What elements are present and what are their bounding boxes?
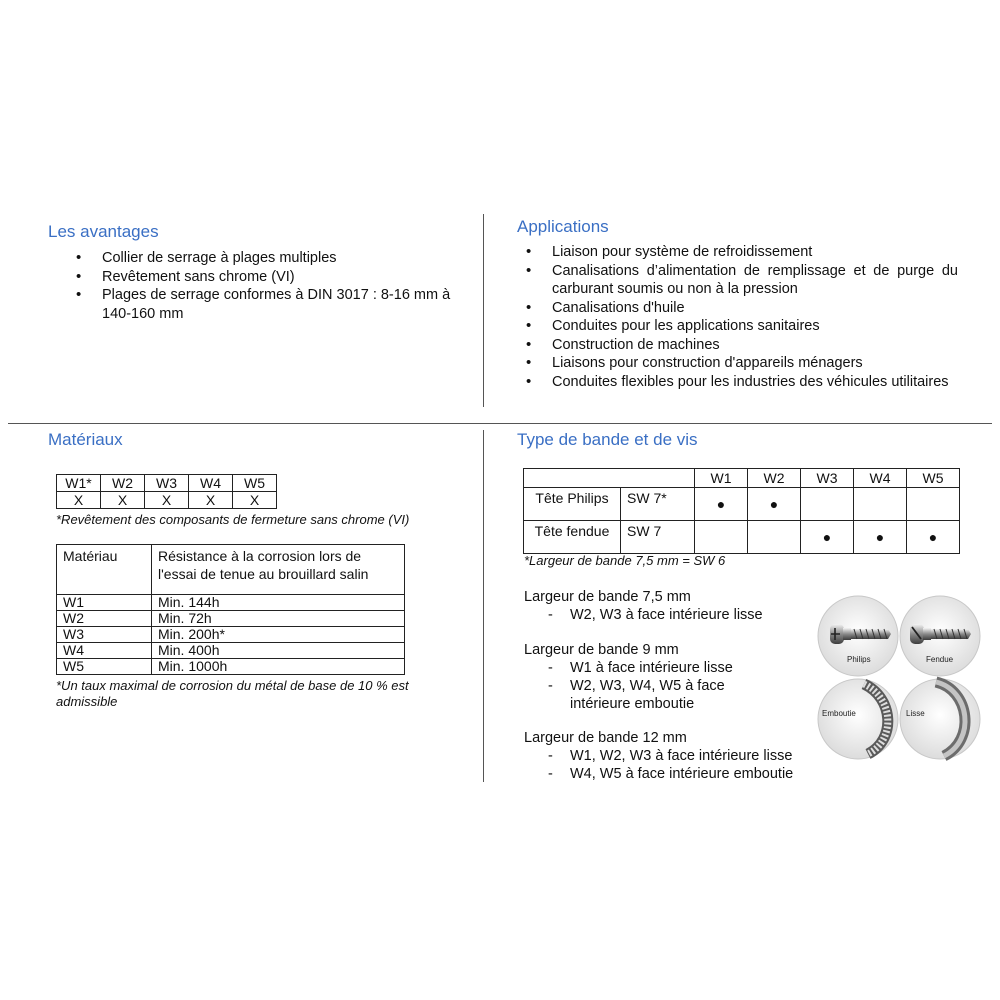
dot-cell <box>854 488 907 521</box>
dot-cell: ● <box>801 521 854 554</box>
materials-grade-table <box>56 474 277 509</box>
band-group-7-5 <box>524 588 763 624</box>
pic-label: Lisse <box>906 709 925 718</box>
row-head: Tête Philips <box>524 488 621 521</box>
smooth-band-picture <box>900 679 980 759</box>
list-item: • Liaisons pour construction d'appareils ménagers <box>526 354 958 373</box>
grade-cell: W1* <box>57 475 101 492</box>
grade-cell: W3 <box>145 475 189 492</box>
vertical-divider-top <box>483 214 484 407</box>
grade-cell: W2 <box>101 475 145 492</box>
dot-cell <box>907 488 960 521</box>
cell-material: W3 <box>57 627 152 643</box>
dot-cell: ● <box>748 488 801 521</box>
embossed-band-picture <box>818 679 898 759</box>
band-group-item: - W1, W2, W3 à face intérieure lisse <box>524 747 793 765</box>
col-header: W5 <box>907 469 960 488</box>
list-item: • Revêtement sans chrome (VI) <box>76 268 466 287</box>
grade-cell: W5 <box>233 475 277 492</box>
band-group-title: Largeur de bande 9 mm <box>524 642 679 658</box>
philips-screw-picture <box>818 596 898 676</box>
cell-resistance: Min. 400h <box>152 643 405 659</box>
pic-label: Philips <box>847 655 871 664</box>
band-group-item: - W2, W3, W4, W5 à face intérieure emboutie <box>524 677 750 713</box>
band-screw-table <box>523 468 960 554</box>
dot-cell <box>801 488 854 521</box>
band-group-9 <box>524 641 794 713</box>
cell-material: W2 <box>57 611 152 627</box>
table-row <box>524 488 960 521</box>
materials-note-2: *Un taux maximal de corrosion du métal de base de 10 % est admissible <box>56 678 409 709</box>
col-header-material: Matériau <box>57 545 152 595</box>
row-head: Tête fendue <box>524 521 621 554</box>
dot-cell: ● <box>695 488 748 521</box>
grade-cell: W4 <box>189 475 233 492</box>
list-item: • Construction de machines <box>526 336 958 355</box>
band-group-12 <box>524 729 793 783</box>
vertical-divider-bottom <box>483 430 484 782</box>
list-item: • Plages de serrage conformes à DIN 3017 : 8-16 mm à 140-160 mm <box>76 286 462 323</box>
table-row <box>57 643 405 659</box>
materials-note-1: *Revêtement des composants de fermeture sans chrome (VI) <box>56 512 410 527</box>
col-header: W3 <box>801 469 854 488</box>
cell-material: W4 <box>57 643 152 659</box>
materials-title: Matériaux <box>48 430 123 449</box>
cell-resistance: Min. 1000h <box>152 659 405 675</box>
advantages-list <box>76 249 466 323</box>
list-item: • Liaison pour système de refroidissement <box>526 243 958 262</box>
list-item: • Canalisations d’alimentation de remplissage et de purge du carburant soumis ou non à la pression <box>526 262 958 299</box>
cell-material: W5 <box>57 659 152 675</box>
table-row <box>57 595 405 611</box>
advantages-title: Les avantages <box>48 222 159 241</box>
mark-cell: X <box>145 492 189 509</box>
row-sw: SW 7 <box>621 521 695 554</box>
band-note: *Largeur de bande 7,5 mm = SW 6 <box>524 553 726 568</box>
blank-cell <box>524 469 695 488</box>
pic-label: Fendue <box>926 655 954 664</box>
list-item: • Conduites flexibles pour les industries des véhicules utilitaires <box>526 373 958 392</box>
screw-band-pictures <box>816 594 982 762</box>
table-row <box>57 611 405 627</box>
cell-resistance: Min. 200h* <box>152 627 405 643</box>
band-group-title: Largeur de bande 7,5 mm <box>524 589 691 605</box>
list-item: • Canalisations d'huile <box>526 299 958 318</box>
dot-cell: ● <box>854 521 907 554</box>
dot-cell <box>695 521 748 554</box>
cell-resistance: Min. 72h <box>152 611 405 627</box>
cell-material: W1 <box>57 595 152 611</box>
mark-cell: X <box>233 492 277 509</box>
table-row <box>524 521 960 554</box>
col-header: W4 <box>854 469 907 488</box>
mark-cell: X <box>57 492 101 509</box>
col-header-resistance: Résistance à la corrosion lors de l'essai de tenue au brouillard salin <box>152 545 405 595</box>
corrosion-table <box>56 544 405 675</box>
applications-list <box>526 243 958 391</box>
band-group-item: - W1 à face intérieure lisse <box>524 659 794 677</box>
dot-cell <box>748 521 801 554</box>
list-item: • Collier de serrage à plages multiples <box>76 249 466 268</box>
pic-label: Emboutie <box>822 709 856 718</box>
col-header: W1 <box>695 469 748 488</box>
table-row <box>57 627 405 643</box>
row-sw: SW 7* <box>621 488 695 521</box>
dot-cell: ● <box>907 521 960 554</box>
cell-resistance: Min. 144h <box>152 595 405 611</box>
band-group-item: - W2, W3 à face intérieure lisse <box>524 606 763 624</box>
mark-cell: X <box>189 492 233 509</box>
list-item: • Conduites pour les applications sanitaires <box>526 317 958 336</box>
mark-cell: X <box>101 492 145 509</box>
band-group-item: - W4, W5 à face intérieure emboutie <box>524 765 793 783</box>
applications-title: Applications <box>517 217 609 236</box>
band-group-title: Largeur de bande 12 mm <box>524 730 687 746</box>
col-header: W2 <box>748 469 801 488</box>
table-row <box>57 659 405 675</box>
band-title: Type de bande et de vis <box>517 430 698 449</box>
horizontal-divider <box>8 423 992 424</box>
slotted-screw-picture <box>900 596 980 676</box>
